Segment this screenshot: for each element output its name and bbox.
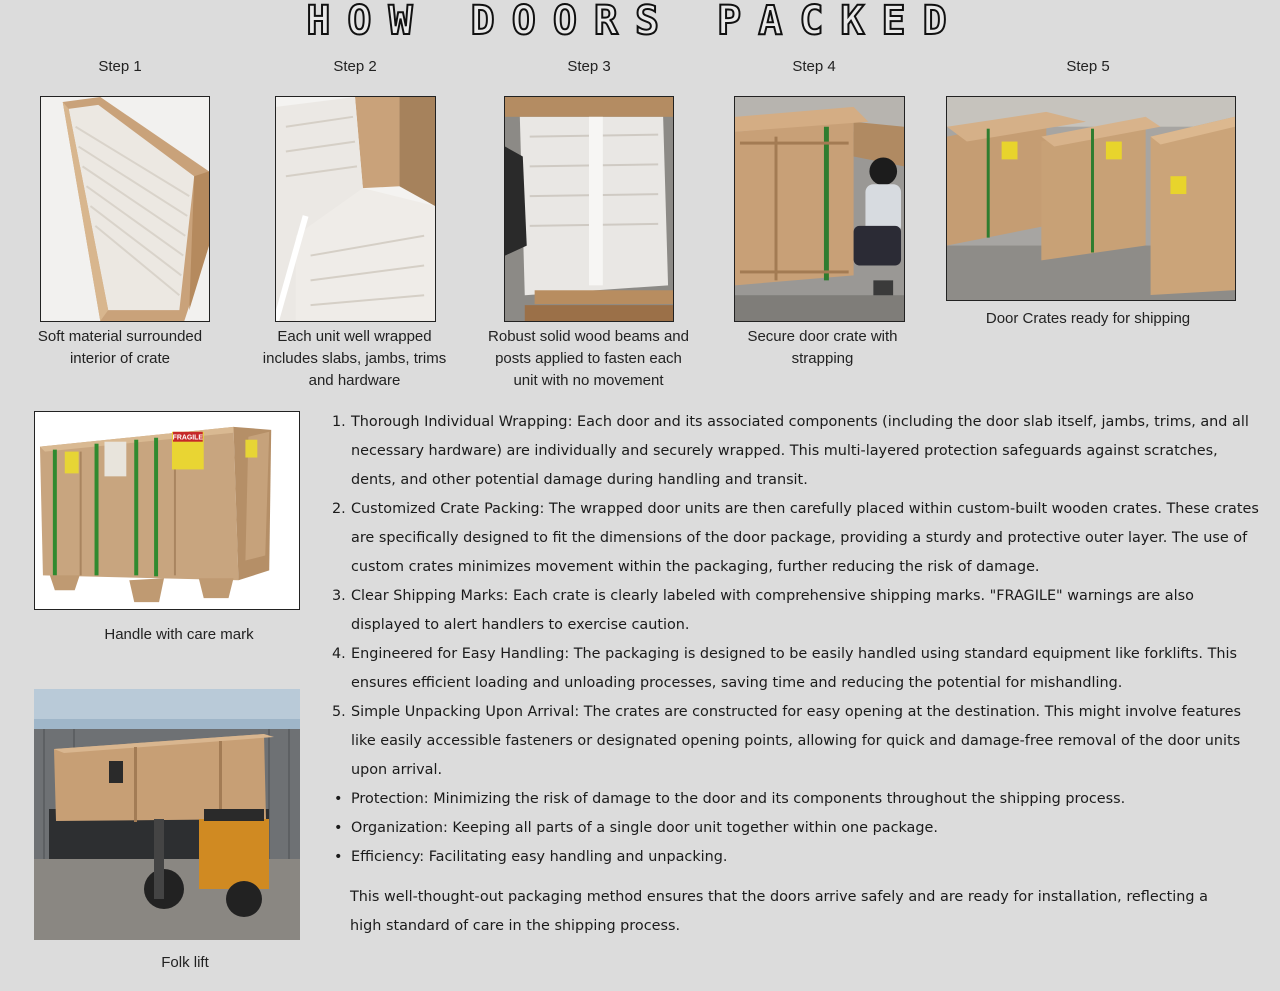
closing-paragraph: This well-thought-out packaging method ensures that the doors arrive safely and are ready for installation, reflecting a high standard of care in the shipping process.: [350, 889, 1208, 934]
step-3-caption: Robust solid wood beams and posts applied to fasten each unit with no movement: [488, 328, 689, 389]
step-5-photo: [946, 96, 1236, 301]
list-item: 5. Simple Unpacking Upon Arrival: The crates are constructed for easy opening at the destination. This might involve features like easily accessible fasteners or designated opening points, allowing for quick and damage-free removal of the door units upon arrival.: [332, 704, 1241, 778]
step-3-label: Step 3: [567, 58, 611, 75]
page-title: HOW DOORS PACKED: [306, 0, 964, 44]
fragile-sticker-text: FRAGILE: [172, 434, 204, 442]
forklift-caption: Folk lift: [161, 954, 209, 971]
step-2-photo: [275, 96, 436, 322]
list-item: 3. Clear Shipping Marks: Each crate is clearly labeled with comprehensive shipping marks. "FRAGILE" warnings are also displayed to alert handlers to exercise caution.: [332, 588, 1194, 633]
step-4-caption: Secure door crate with strapping: [747, 328, 898, 367]
handle-with-care-caption: Handle with care mark: [104, 626, 254, 643]
list-item: 2. Customized Crate Packing: The wrapped door units are then carefully placed within custom-built wooden crates. These crates are specifically designed to fit the dimensions of the door package, providing a sturdy and protective outer layer. The use of custom crates minimizes movement within the packaging, further reducing the risk of damage.: [332, 501, 1259, 575]
list-item: 4. Engineered for Easy Handling: The packaging is designed to be easily handled using standard equipment like forklifts. This ensures efficient loading and unloading processes, saving time and reducing the potential for mishandling.: [332, 646, 1237, 691]
step-5-label: Step 5: [1066, 58, 1110, 75]
step-4-photo: [734, 96, 905, 322]
step-1-photo: [40, 96, 210, 322]
handle-with-care-photo: [34, 411, 300, 610]
bullet-item: • Protection: Minimizing the risk of damage to the door and its components throughout the shipping process.: [334, 791, 1126, 807]
step-4-label: Step 4: [792, 58, 836, 75]
bullet-item: • Efficiency: Facilitating easy handling and unpacking.: [334, 849, 728, 865]
step-5-caption: Door Crates ready for shipping: [985, 310, 1191, 327]
forklift-photo: [34, 689, 300, 940]
step-2-caption: Each unit well wrapped includes slabs, jambs, trims and hardware: [262, 328, 447, 389]
bullet-item: • Organization: Keeping all parts of a single door unit together within one package.: [334, 820, 938, 836]
step-3-photo: [504, 96, 674, 322]
list-item: 1. Thorough Individual Wrapping: Each door and its associated components (including the door slab itself, jambs, trims, and all necessary hardware) are individually and securely wrapped. This multi-layered protection safeguards against scratches, dents, and other potential damage during handling and transit.: [332, 414, 1249, 488]
step-2-label: Step 2: [333, 58, 377, 75]
step-1-caption: Soft material surrounded interior of crate: [37, 328, 203, 367]
packing-details-list: [332, 408, 1262, 872]
step-1-label: Step 1: [98, 58, 142, 75]
